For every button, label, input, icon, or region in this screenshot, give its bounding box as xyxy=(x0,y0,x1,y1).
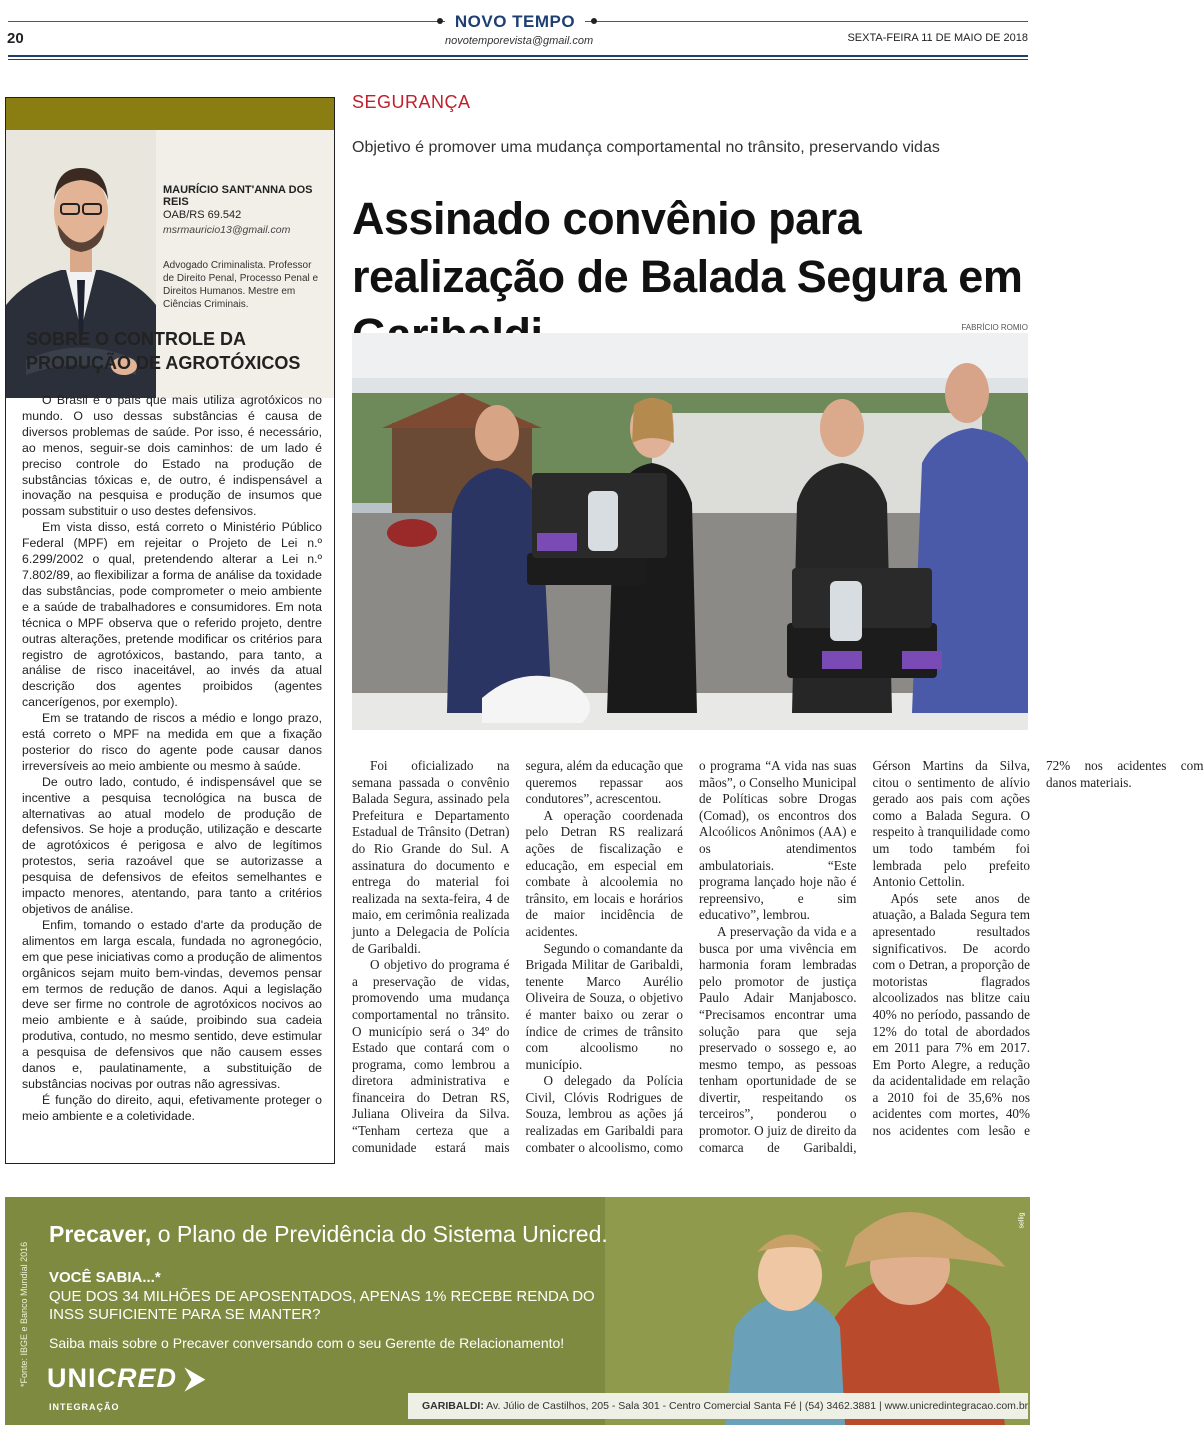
article-subtitle: Objetivo é promover uma mudança comportamental no trânsito, preservando vidas xyxy=(352,139,940,156)
column-title: SOBRE O CONTROLE DA PRODUÇÃO DE AGROTÓXICOS xyxy=(26,329,301,373)
article-headline: Assinado convênio para realização de Balada Segura em xyxy=(352,193,1023,302)
ad-question-lead: VOCÊ SABIA...* xyxy=(49,1269,161,1286)
ad-title-bold: Precaver, xyxy=(49,1221,152,1247)
agency-tag: sellig xyxy=(1018,1212,1026,1229)
header-rule-bottom-thin xyxy=(8,59,1028,60)
author-oab: OAB/RS 69.542 xyxy=(163,209,242,221)
ad-title xyxy=(49,1221,608,1248)
column-paragraph: De outro lado, contudo, é indispensável que se incentive a pesquisa tecnológica na busca de alternativas ao atual modelo de produção de defensivos. Se hoje a produção, utilização e descarte de agrotóxicos é perigosa e alvo de legítimos protestos, seria razoável que se autorizasse a pesquisa de defensivos de efeitos semelhantes e impacto menores, atentando, para tanto a critérios objetivos de análise. xyxy=(22,774,322,916)
ad-address-bar xyxy=(408,1393,1028,1419)
article-paragraph: A preservação da vida e a busca por uma vivência em harmonia foram lembradas pelo promotor de justiça Paulo Adair Manjabosco. “Precisamos encontrar uma solução para que seja preservado o sossego e, ao mesmo tempo, as pessoas tenham oportunidade de se divertir, respeitando os terceiros”, ponderou o promotor. O juiz de direito da comarca de Garibaldi, Gérson Martins da Silva, citou o sentimento de alívio gerado aos pais com ações como a Balada Segura. O respeito à tranquilidade como um todo também foi lembrada pelo prefeito Antonio Cettolin. xyxy=(699,758,1030,1155)
masthead xyxy=(445,12,594,54)
column-paragraph: O Brasil é o país que mais utiliza agrotóxicos no mundo. O uso dessas substâncias é causa de diversos problemas de saúde. Por isso, é necessário, ao menos, seguir-se dois caminhos: de um lado é preciso controle do Estado na produção de substâncias tóxicas e, de outro, é indispensável a inovação na pesquisa e produção de insumos que possam substituir o uso destes defensivos. xyxy=(22,393,322,519)
column-paragraph: Em vista disso, está correto o Ministério Público Federal (MPF) em rejeitar o Projeto de Lei n.º 6.299/2002 o qual, pretendendo alterar a Lei n.º 7.802/89, ao flexibilizar a forma de análise da toxidade das substâncias, pode comprometer o meio ambiente e a saúde de trabalhadores e consumidores. Em nota técnica o MPF observa que o referido projeto, dentre outras alterações, pretende modificar os critérios para registro de agrotóxicos, bastando, para tanto, a análise de risco inaceitável, ao invés da atual descrição dos agentes proibidos (agentes cancerígenos, por exemplo). xyxy=(22,520,322,710)
article-paragraph: Segundo o comandante da Brigada Militar de Garibaldi, tenente Marco Aurélio Oliveira de Souza, o objetivo é manter baixo ou zerar o índice de crimes de trânsito com alcoolismo no município. xyxy=(525,940,683,1072)
author-bio: Advogado Criminalista. Professor de Direito Penal, Processo Penal e Direitos Humanos. Mestre em Ciências Criminais. xyxy=(163,260,319,310)
column-color-bar xyxy=(6,98,334,130)
masthead-title: NOVO TEMPO xyxy=(454,12,576,31)
article-paragraph: O objetivo do programa é a preservação de vidas, promovendo uma mudança comportamental no trânsito. O município será o 34º do Estado que contará com o programa, como lembrou a diretora administrativa e financeira do Detran RS, Juliana Oliveira da Silva. “Tenham certeza que a comunidade estará mais segura, além da educação que queremos repassar aos condutores”, acrescentou. xyxy=(352,758,683,1155)
opinion-column xyxy=(5,97,335,1164)
ad-address-city: GARIBALDI: xyxy=(422,1400,484,1412)
header-rule-bottom xyxy=(8,55,1028,57)
arrows-icon: ⮞ xyxy=(177,1363,207,1393)
logo-part-a: UNI xyxy=(47,1363,97,1393)
article-paragraph: A operação coordenada pelo Detran RS realizará ações de fiscalização e educação, em especial em combate à alcoolemia no trânsito, em locais e horários de maior incidência de acidentes. xyxy=(525,807,683,939)
unicred-logo-sub: INTEGRAÇÃO xyxy=(49,1402,120,1412)
column-paragraph: Em se tratando de riscos a médio e longo prazo, está correto o MPF na medida em que a fixação posterior do risco do agente pode causar danos irreversíveis ao meio ambiente ou mesmo à saúde. xyxy=(22,711,322,773)
unicred-advertisement xyxy=(5,1197,1030,1425)
article-body xyxy=(352,758,1204,1158)
article-paragraph: O delegado da Polícia Civil, Clóvis Rodrigues de Souza, lembrou as ações já realizadas em Garibaldi para combater o alcoolismo, como o programa “A vida nas suas mãos”, o Conselho Municipal de Políticas sobre Drogas (Comad), os encontros dos Alcoólicos Anônimos (AA) e os atendimentos ambulatoriais. “Este programa lançado hoje não é repreensivo, e sim educativo”, lembrou. xyxy=(525,758,857,1155)
page-number: 20 xyxy=(7,30,24,47)
author-name: MAURÍCIO SANT'ANNA DOS REIS xyxy=(163,184,313,208)
ad-info: Saiba mais sobre o Precaver conversando com o seu Gerente de Relacionamento! xyxy=(49,1335,565,1351)
ad-title-rest: o Plano de Previdência do Sistema Unicred. xyxy=(151,1221,608,1247)
issue-date: SEXTA-FEIRA 11 DE MAIO DE 2018 xyxy=(847,32,1028,44)
ad-question: QUE DOS 34 MILHÕES DE APOSENTADOS, APENAS 1% RECEBE RENDA DO INSS SUFICIENTE PARA SE MANTER? xyxy=(49,1288,595,1323)
article-paragraph: Após sete anos de atuação, a Balada Segura tem apresentado resultados significativos. De acordo com o Detran, a proporção de motoristas flagrados alcoolizados nas blitze caiu 40% no período, passando de 12% do total de abordados em 2011 para 7% em 2017. Em Porto Alegre, a redução da acidentalidade em relação a 2010 foi de 35,6% nos acidentes com mortes, 40% nos acidentes com lesão e 72% nos acidentes com danos materiais. xyxy=(872,758,1204,1139)
author-email: msrmauricio13@gmail.com xyxy=(163,224,291,236)
article-photo xyxy=(352,333,1028,730)
photo-credit: FABRÍCIO ROMIO xyxy=(961,323,1028,332)
header-dot-left xyxy=(437,18,443,24)
column-paragraph: É função do direito, aqui, efetivamente proteger o meio ambiente e a coletividade. xyxy=(22,1092,322,1123)
section-label: SEGURANÇA xyxy=(352,92,471,112)
ad-source-note: *Fonte: IBGE e Banco Mundial 2016 xyxy=(19,1241,29,1387)
logo-part-b: CRED xyxy=(96,1363,178,1393)
unicred-logo xyxy=(47,1363,206,1395)
article-paragraph: Foi oficializado na semana passada o convênio Balada Segura, assinado pela Prefeitura e Departamento Estadual de Trânsito (Detran) do Rio Grande do Sul. A assinatura do documento e entrega do material foi realizada na sexta-feira, 4 de maio, em cerimônia realizada junto a Delegacia de Polícia de Garibaldi. xyxy=(352,758,510,956)
column-paragraph: Enfim, tomando o estado d'arte da produção de alimentos em larga escala, fundada no agronegócio, em que pese iniciativas como a produção de alimentos orgânicos sejam muito bem-vindas, devemos pensar em termos de redução de danos. Aqui a legislação deve ser firme no controle de agrotóxicos nocivos ao meio ambiente e à saúde, proibindo sua cadeia produtiva, contudo, no mesmo sentido, deve estimular a pesquisa de defensivos que não causem esses danos e, paulatinamente, a substituição de substâncias nocivas por outras não agressivas. xyxy=(22,917,322,1091)
ad-address: Av. Júlio de Castilhos, 205 - Sala 301 - Centro Comercial Santa Fé | (54) 3462.3881 | www.unicredintegracao.com.br xyxy=(486,1400,1029,1412)
header-dot-right xyxy=(591,18,597,24)
column-body xyxy=(22,393,322,1125)
masthead-email: novotemporevista@gmail.com xyxy=(445,35,594,47)
